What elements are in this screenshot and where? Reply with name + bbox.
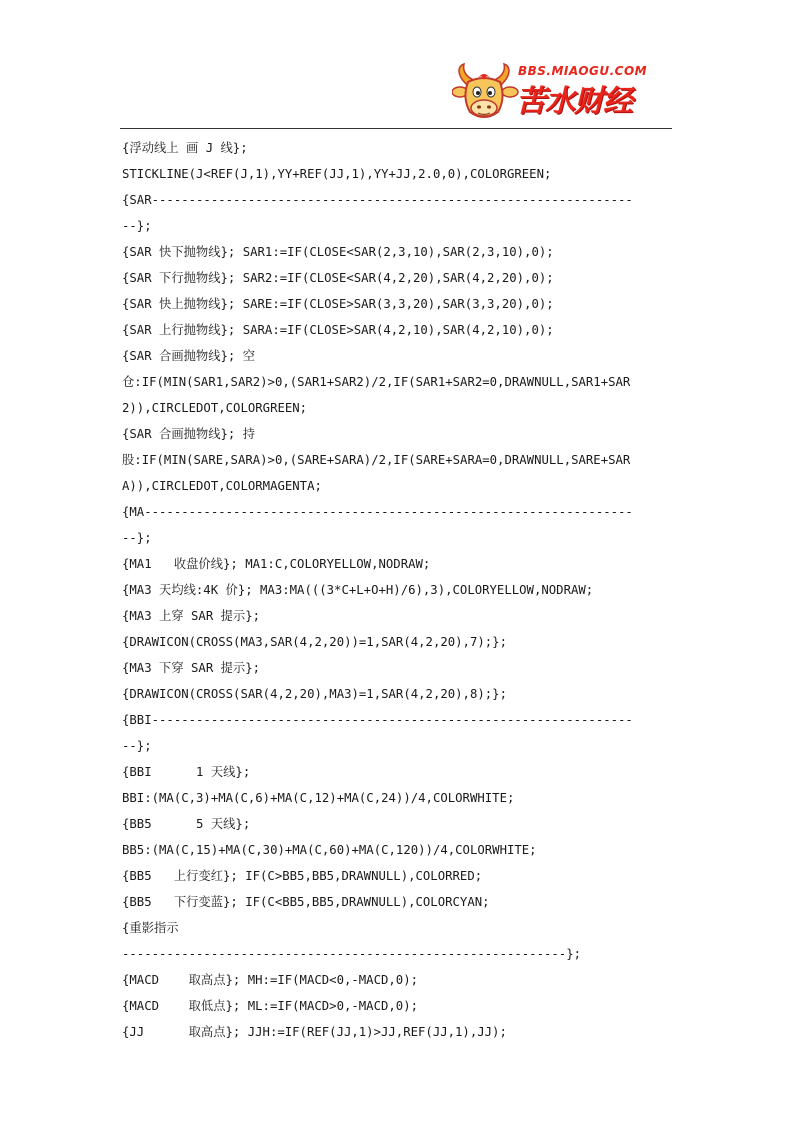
code-line: BBI:(MA(C,3)+MA(C,6)+MA(C,12)+MA(C,24))/4,COLORWHITE; [122,791,515,805]
code-line: {BB5 5 天线}; [122,817,251,831]
header-divider [120,128,672,129]
code-line: {SAR 合画抛物线}; 空 [122,349,256,363]
code-line: --}; [122,739,152,753]
code-line: ------------------------------------------------------------}; [122,947,582,961]
code-line: --}; [122,219,152,233]
code-line: {DRAWICON(CROSS(SAR(4,2,20),MA3)=1,SAR(4,2,20),8);}; [122,687,507,701]
code-line: 仓:IF(MIN(SAR1,SAR2)>0,(SAR1+SAR2)/2,IF(SAR1+SAR2=0,DRAWNULL,SAR1+SAR [122,375,631,389]
code-line: BB5:(MA(C,15)+MA(C,30)+MA(C,60)+MA(C,120))/4,COLORWHITE; [122,843,537,857]
code-line: {BB5 上行变红}; IF(C>BB5,BB5,DRAWNULL),COLORRED; [122,869,483,883]
code-line: {BBI 1 天线}; [122,765,251,779]
logo-brand-text: 苦水财经 [516,84,632,119]
code-line: {DRAWICON(CROSS(MA3,SAR(4,2,20))=1,SAR(4,2,20),7);}; [122,635,507,649]
logo-url-text: BBS.MIAOGU.COM [518,64,648,78]
code-line: {重影指示 [122,921,179,935]
code-line: {MA1 收盘价线}; MA1:C,COLORYELLOW,NODRAW; [122,557,431,571]
code-line: 股:IF(MIN(SARE,SARA)>0,(SARE+SARA)/2,IF(SARE+SARA=0,DRAWNULL,SARE+SAR [122,453,631,467]
code-line: {BBI----------------------------------------------------------------- [122,713,633,727]
code-line: {MACD 取低点}; ML:=IF(MACD>0,-MACD,0); [122,999,419,1013]
code-line: {MA3 下穿 SAR 提示}; [122,661,261,675]
code-line: {BB5 下行变蓝}; IF(C<BB5,BB5,DRAWNULL),COLORCYAN; [122,895,490,909]
code-line: 2)),CIRCLEDOT,COLORGREEN; [122,401,308,415]
code-line: --}; [122,531,152,545]
brand-logo[interactable] [452,62,662,130]
code-line: {SAR 合画抛物线}; 持 [122,427,256,441]
code-line: {SAR 快下抛物线}; SAR1:=IF(CLOSE<SAR(2,3,10),SAR(2,3,10),0); [122,245,554,259]
code-line: {MA------------------------------------------------------------------ [122,505,633,519]
formula-document-body [122,135,674,1045]
code-line: {浮动线上 画 J 线}; [122,141,248,155]
code-line: {SAR 快上抛物线}; SARE:=IF(CLOSE>SAR(3,3,20),SAR(3,3,20),0); [122,297,554,311]
code-line: {MACD 取高点}; MH:=IF(MACD<0,-MACD,0); [122,973,419,987]
code-line: {SAR 下行抛物线}; SAR2:=IF(CLOSE<SAR(4,2,20),SAR(4,2,20),0); [122,271,554,285]
code-line: {MA3 天均线:4K 价}; MA3:MA(((3*C+L+O+H)/6),3),COLORYELLOW,NODRAW; [122,583,594,597]
page-header [0,0,794,130]
code-line: STICKLINE(J<REF(J,1),YY+REF(JJ,1),YY+JJ,2.0,0),COLORGREEN; [122,167,552,181]
code-line: {JJ 取高点}; JJH:=IF(REF(JJ,1)>JJ,REF(JJ,1),JJ); [122,1025,507,1039]
code-line: A)),CIRCLEDOT,COLORMAGENTA; [122,479,322,493]
code-line: {MA3 上穿 SAR 提示}; [122,609,261,623]
code-line: {SAR----------------------------------------------------------------- [122,193,633,207]
cow-mascot-icon [452,62,520,128]
code-line: {SAR 上行抛物线}; SARA:=IF(CLOSE>SAR(4,2,10),SAR(4,2,10),0); [122,323,554,337]
